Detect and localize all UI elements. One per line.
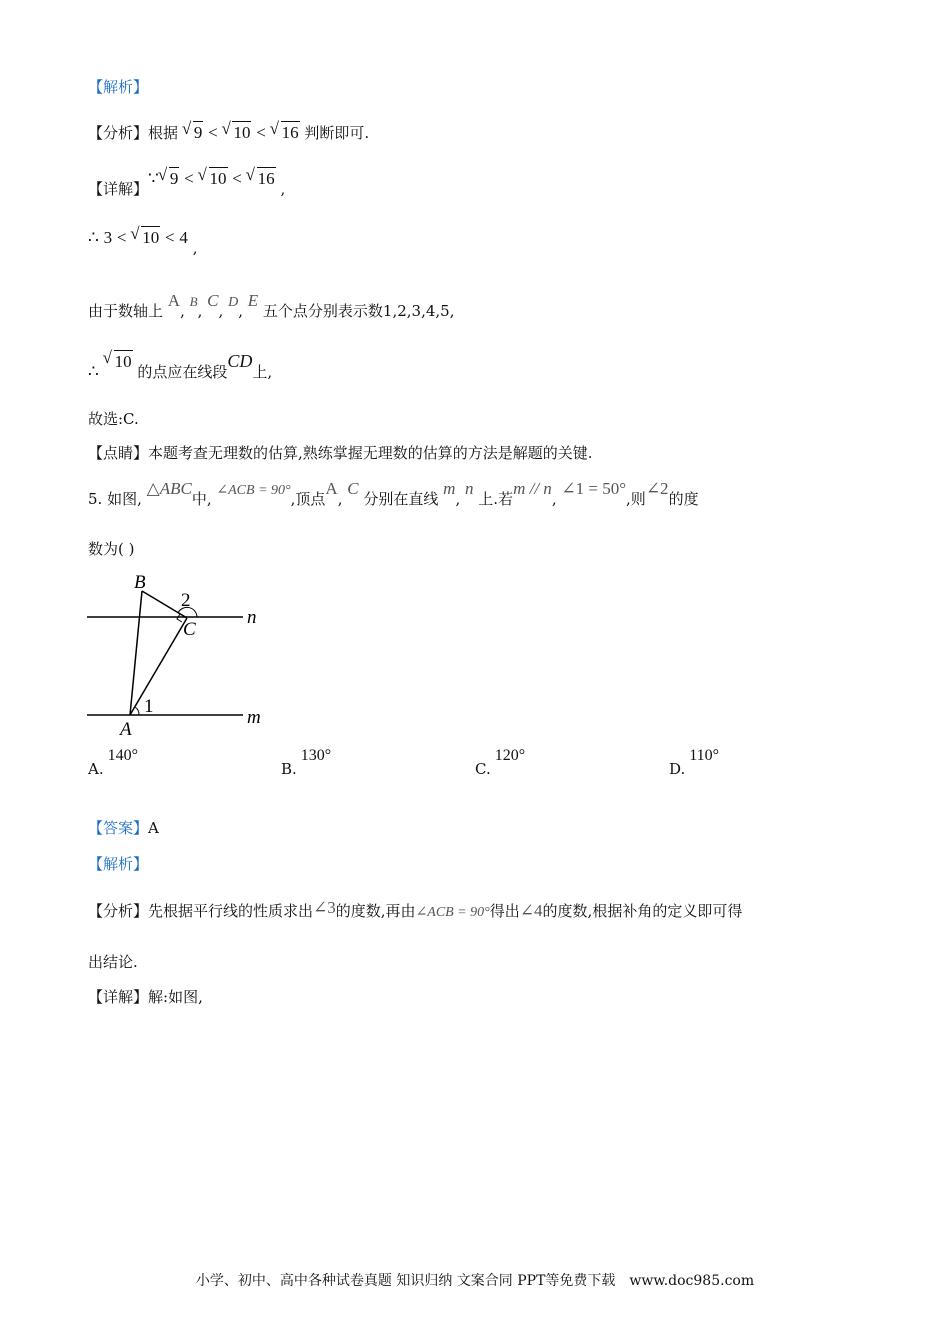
sqrt-16: √ 16 (271, 123, 300, 142)
detail-line-2: 【详解】解:如图, (88, 988, 203, 1006)
sqrt-10: √ 10 (222, 123, 251, 142)
answer-line: 【答案】A (88, 819, 159, 837)
option-a[interactable]: A.140° (88, 747, 139, 778)
geometry-figure (80, 566, 280, 746)
jiexi-heading-2: 【解析】 (88, 855, 149, 873)
sqrt-9: √ 9 (183, 123, 204, 142)
detail-line-1: 【详解】∵√ 9 < √ 10 < √ 16 , (88, 177, 285, 200)
sqrt-10c: √ 10 (131, 228, 160, 247)
sqrt-10b: √ 10 (199, 169, 228, 188)
jiexi-heading: 【解析】 (88, 78, 149, 96)
label-n: n (247, 607, 257, 628)
label-a: A (120, 719, 132, 740)
label-m: m (247, 707, 261, 728)
therefore-line: ∴ 3 < √ 10 < 4 , (88, 236, 197, 259)
option-b[interactable]: B.130° (281, 747, 332, 778)
label-b: B (134, 572, 146, 593)
analysis-line-2: 【分析】先根据平行线的性质求出∠3的度数,再由∠ACB = 90°得出∠4的度数,根据补角的定义即可得 (88, 898, 743, 920)
sqrt-9b: √ 9 (159, 169, 180, 188)
option-c[interactable]: C.120° (475, 747, 526, 778)
answer-choice: 故选:C. (88, 410, 139, 428)
analysis-line-2-cont: 出结论. (88, 953, 138, 971)
analysis-line: 【分析】根据 √ 9 < √ 10 < √ 16 判断即可. (88, 121, 369, 144)
option-d[interactable]: D.110° (669, 747, 720, 778)
label-2: 2 (181, 590, 191, 611)
footer-link[interactable]: www.doc985.com (629, 1273, 755, 1289)
number-axis-line: 由于数轴上 A, B, C, D, E 五个点分别表示数1,2,3,4,5, (88, 291, 455, 320)
sqrt-10d: √ 10 (104, 352, 133, 371)
sqrt-16b: √ 16 (247, 169, 276, 188)
question-5-line-1: 5. 如图, △ABC中, ∠ACB = 90°,顶点A, C 分别在直线 m, n 上.若m // n, ∠1 = 50°,则∠2的度 (88, 479, 699, 508)
page-footer: 小学、初中、高中各种试卷真题 知识归纳 文案合同 PPT等免费下载 www.doc985.com (195, 1273, 755, 1289)
segment-line: ∴ √ 10 的点应在线段CD上, (88, 360, 272, 383)
label-c: C (183, 619, 196, 640)
angle-1-arc (135, 707, 139, 715)
label-1: 1 (144, 696, 154, 717)
question-5-line-2: 数为( ) (88, 540, 135, 558)
key-point: 【点睛】本题考查无理数的估算,熟练掌握无理数的估算的方法是解题的关键. (88, 444, 593, 462)
